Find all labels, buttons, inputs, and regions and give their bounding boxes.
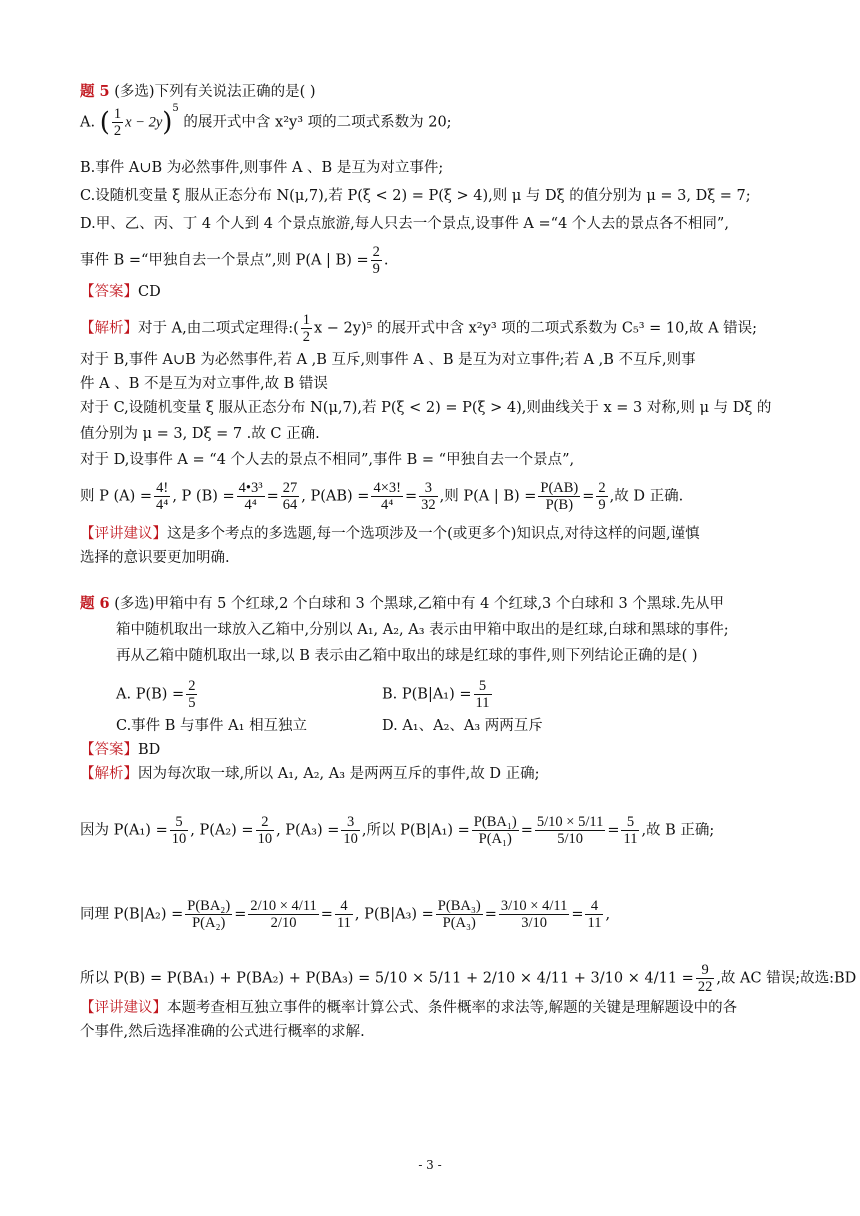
q5-advice-line2: 选择的意识要更加明确. xyxy=(80,550,230,566)
q5-option-a-half: $\frac{1}{2}$ xyxy=(113,106,122,139)
advice-tag: 【评讲建议】 xyxy=(80,1000,167,1016)
q5-analysis-c1: 对于 C,设随机变量 ξ 服从正态分布 N(μ,7),若 P(ξ < 2) = P(ξ > 4),则曲线关于 x = 3 对称,则 μ 与 Dξ 的 xyxy=(80,400,772,416)
q5-label: 题 5 xyxy=(80,83,110,100)
q5-option-a: A. ( $\frac{1}{2}$ x − 2y)$^5$ 的展开式中含 x²y³ 项的二项式系数为 20; xyxy=(80,102,452,139)
q6-analysis-line1: 【解析】因为每次取一球,所以 A₁, A₂, A₃ 是两两互斥的事件,故 D 正确; xyxy=(80,766,540,782)
q6-advice-line1: 【评讲建议】本题考查相互独立事件的概率计算公式、条件概率的求法等,解题的关键是理解题设中的各 xyxy=(80,1000,738,1016)
q5-option-d-line1: D.甲、乙、丙、丁 4 个人到 4 个景点旅游,每人只去一个景点,设事件 A =“4 个人去的景点各不相同”, xyxy=(80,216,729,232)
q5-analysis-a: 【解析】对于 A,由二项式定理得:( $\frac{1}{2}$ x − 2y)⁵ 的展开式中含 x²y³ 项的二项式系数为 C₅³ = 10,故 A 错误; xyxy=(80,312,758,345)
q5-stem-line xyxy=(80,82,316,102)
q5-advice-line1: 【评讲建议】这是多个考点的多选题,每一个选项涉及一个(或更多个)知识点,对待这样的问题,谨慎 xyxy=(80,526,700,542)
q6-advice-line2: 个事件,然后选择准确的公式进行概率的求解. xyxy=(80,1024,365,1040)
q6-label: 题 6 xyxy=(80,595,110,612)
q5-option-a-expr: x − 2y xyxy=(125,114,163,131)
q6-option-b: B. P(B|A₁) = $\frac{5}{11}$ xyxy=(382,678,490,711)
q6-stem-line1: 题 6 (多选)甲箱中有 5 个红球,2 个白球和 3 个黑球,乙箱中有 4 个红球,3 个白球和 3 个黑球.先从甲 xyxy=(80,595,724,612)
q5-analysis-b2: 件 A 、B 不是互为对立事件,故 B 错误 xyxy=(80,376,328,392)
advice-tag: 【评讲建议】 xyxy=(80,526,167,542)
q5-analysis-b1: 对于 B,事件 A∪B 为必然事件,若 A ,B 互斥,则事件 A 、B 是互为对立事件;若 A ,B 不互斥,则事 xyxy=(80,352,696,368)
answer-tag: 【答案】 xyxy=(80,284,138,300)
q6-option-c: C.事件 B 与事件 A₁ 相互独立 xyxy=(116,718,308,734)
answer-value: CD xyxy=(138,284,161,300)
analysis-tag: 【解析】 xyxy=(80,766,138,782)
q5-analysis-d1: 对于 D,设事件 A = “4 个人去的景点不相同”,事件 B = “甲独自去一个景点”, xyxy=(80,452,575,468)
page-number: - 3 - xyxy=(418,1158,442,1172)
q6-analysis-line3: 同理 P(B|A₂) = $\frac{\text{P(BA₂)}}{\text{P(A₂)}}$ = $\frac{2/10 \times 4/11}{2/10}$ = $\frac{4}{11}$ , P(B|A₃) = $\frac{\text{P(BA₃)}}{\text{P(A₃)}}$ = $\frac{3/10 \times 4/11}{3/10}$ = $\frac{4}{11}$ , xyxy=(80,898,611,931)
q5-option-c: C.设随机变量 ξ 服从正态分布 N(μ,7),若 P(ξ < 2) = P(ξ > 4),则 μ 与 Dξ 的值分别为 μ = 3, Dξ = 7; xyxy=(80,188,751,204)
q6-option-d: D. A₁、A₂、A₃ 两两互斥 xyxy=(382,718,543,734)
analysis-tag: 【解析】 xyxy=(80,320,138,337)
q6-analysis-line4: 所以 P(B) = P(BA₁) + P(BA₂) + P(BA₃) = 5/10 × 5/11 + 2/10 × 4/11 + 3/10 × 4/11 = $\frac{9}{22}$ ,故 AC 错误;故选:BD xyxy=(80,962,857,995)
q5-analysis-c2: 值分别为 μ = 3, Dξ = 7 .故 C 正确. xyxy=(80,426,320,442)
answer-tag: 【答案】 xyxy=(80,742,138,758)
q5-option-d-line2: 事件 B =“甲独自去一个景点”,则 P(A | B) = $\frac{2}{9}$ . xyxy=(80,244,389,277)
q5-option-a-text: 的展开式中含 x²y³ 项的二项式系数为 20; xyxy=(183,114,452,131)
q5-stem: (多选)下列有关说法正确的是( ) xyxy=(114,84,316,100)
q5-analysis-d2: 则 P (A) = $\frac{4!}{\text{4⁴}}$ , P (B) = $\frac{\text{4•3³}}{\text{4⁴}}$ = $\frac{27}{64}$ , P(AB) = $\frac{4\times 3!}{\text{4⁴}}$ = $\frac{3}{32}$ ,则 P(A | B) = $\frac{P(AB)}{P(B)}$ = $\frac{2}{9}$ ,故 D 正确. xyxy=(80,480,684,513)
q6-answer xyxy=(80,740,160,760)
q6-stem-line3: 再从乙箱中随机取出一球,以 B 表示由乙箱中取出的球是红球的事件,则下列结论正确的是( ) xyxy=(116,648,698,664)
q5-option-a-prefix: A. xyxy=(80,114,96,131)
q6-analysis-line2: 因为 P(A₁) = $\frac{5}{10}$ , P(A₂) = $\frac{2}{10}$ , P(A₃) = $\frac{3}{10}$ ,所以 P(B|A₁) = $\frac{\text{P(BA₁)}}{\text{P(A₁)}}$ = $\frac{5/10 \times 5/11}{5/10}$ = $\frac{5}{11}$ ,故 B 正确; xyxy=(80,814,715,847)
answer-value: BD xyxy=(138,742,161,758)
q5-option-b: B.事件 A∪B 为必然事件,则事件 A 、B 是互为对立事件; xyxy=(80,160,444,176)
q6-stem-line2: 箱中随机取出一球放入乙箱中,分别以 A₁, A₂, A₃ 表示由甲箱中取出的是红球,白球和黑球的事件; xyxy=(116,622,729,638)
q5-answer xyxy=(80,282,161,302)
q6-option-a: A. P(B) = $\frac{2}{5}$ xyxy=(116,678,196,711)
